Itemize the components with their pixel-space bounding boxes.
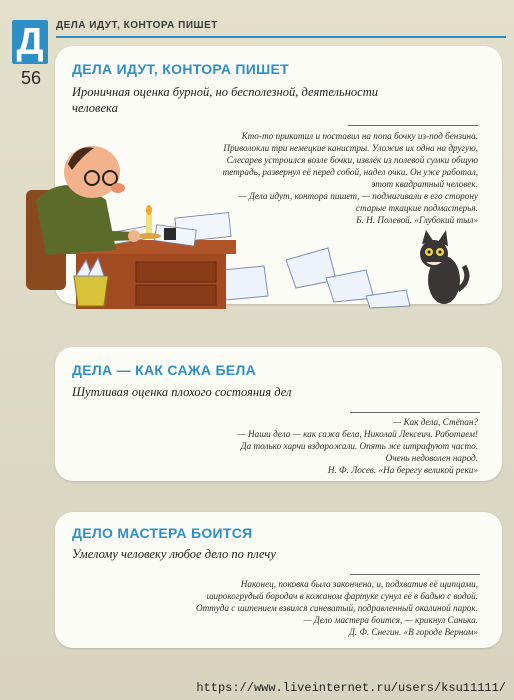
quote-line: Кто-то прикатил и поставил на попа бочку из-под бензина. bbox=[241, 131, 478, 141]
definition-line: Шутливая оценка плохого состояния дел bbox=[72, 385, 292, 399]
ink-pot bbox=[164, 228, 176, 240]
quote-rule bbox=[350, 412, 480, 413]
quote-line: Очень недоволен народ. bbox=[385, 453, 478, 463]
candle bbox=[146, 214, 152, 234]
section-letter-badge: Д bbox=[12, 20, 48, 64]
quote-source: Д. Ф. Снегин. «В городе Верном» bbox=[349, 627, 478, 637]
entry-title: ДЕЛО МАСТЕРА БОИТСЯ bbox=[72, 525, 253, 541]
quote-line: этот квадратный человек. bbox=[371, 179, 478, 189]
quote-line: Слесарев устроился возле бочки, извлёк из полевой сумки общую bbox=[226, 155, 478, 165]
quote-source: Н. Ф. Лосев. «На берегу великой реки» bbox=[327, 465, 478, 475]
quote-line: Да только харчи вздорожали. Опять же штрафуют часто. bbox=[240, 441, 478, 451]
definition-line: Ироничная оценка бурной, но бесполезной, деятельности bbox=[72, 85, 378, 99]
entry-quote bbox=[196, 578, 478, 638]
quote-line: — Наши дела — как сажа бела, Николай Лексеич. Работаем! bbox=[237, 429, 478, 439]
header-rule bbox=[56, 36, 506, 38]
quote-line: — Дела идут, контора пишет, — подмигивали в его сторону bbox=[238, 191, 478, 201]
quote-line: Наконец, поковка была закончена, и, подхватив её щипцами, bbox=[240, 579, 478, 589]
quote-line: тетрадь, развернул её перед собой, надел очки. Он уже работал, bbox=[222, 167, 478, 177]
quote-rule bbox=[350, 574, 480, 575]
entry-definition bbox=[72, 546, 492, 562]
clerk-illustration bbox=[6, 130, 476, 315]
quote-line: старые ткацкие подмастерья. bbox=[355, 203, 478, 213]
quote-line: — Как дела, Стёпан? bbox=[393, 417, 478, 427]
page-number: 56 bbox=[20, 68, 42, 88]
quote-line: Приволокли три немецкие канистры. Уложив их одна на другую, bbox=[223, 143, 478, 153]
source-url[interactable]: https://www.liveinternet.ru/users/ksu11111/ bbox=[196, 681, 506, 695]
entry-definition bbox=[72, 84, 492, 116]
entry-title: ДЕЛА ИДУТ, КОНТОРА ПИШЕТ bbox=[72, 61, 290, 77]
quote-line: Оттуда с шипением взвился синеватый, подравленный окалиной парок. bbox=[196, 603, 478, 613]
quote-rule bbox=[348, 125, 478, 126]
entry-definition bbox=[72, 384, 492, 400]
entry-title: ДЕЛА — КАК САЖА БЕЛА bbox=[72, 362, 256, 378]
cat bbox=[420, 230, 467, 304]
definition-line: человека bbox=[72, 101, 118, 115]
entry-quote bbox=[238, 416, 478, 476]
definition-line: Умелому человеку любое дело по плечу bbox=[72, 547, 276, 561]
quote-line: — Дело мастера боится, — крикнул Санька. bbox=[303, 615, 478, 625]
quote-line: широкогрудый бородач в кожаном фартуке сунул её в бадью с водой. bbox=[206, 591, 478, 601]
running-header: ДЕЛА ИДУТ, КОНТОРА ПИШЕТ bbox=[56, 20, 218, 31]
quote-source: Б. Н. Полевой. «Глубокий тыл» bbox=[356, 215, 478, 225]
